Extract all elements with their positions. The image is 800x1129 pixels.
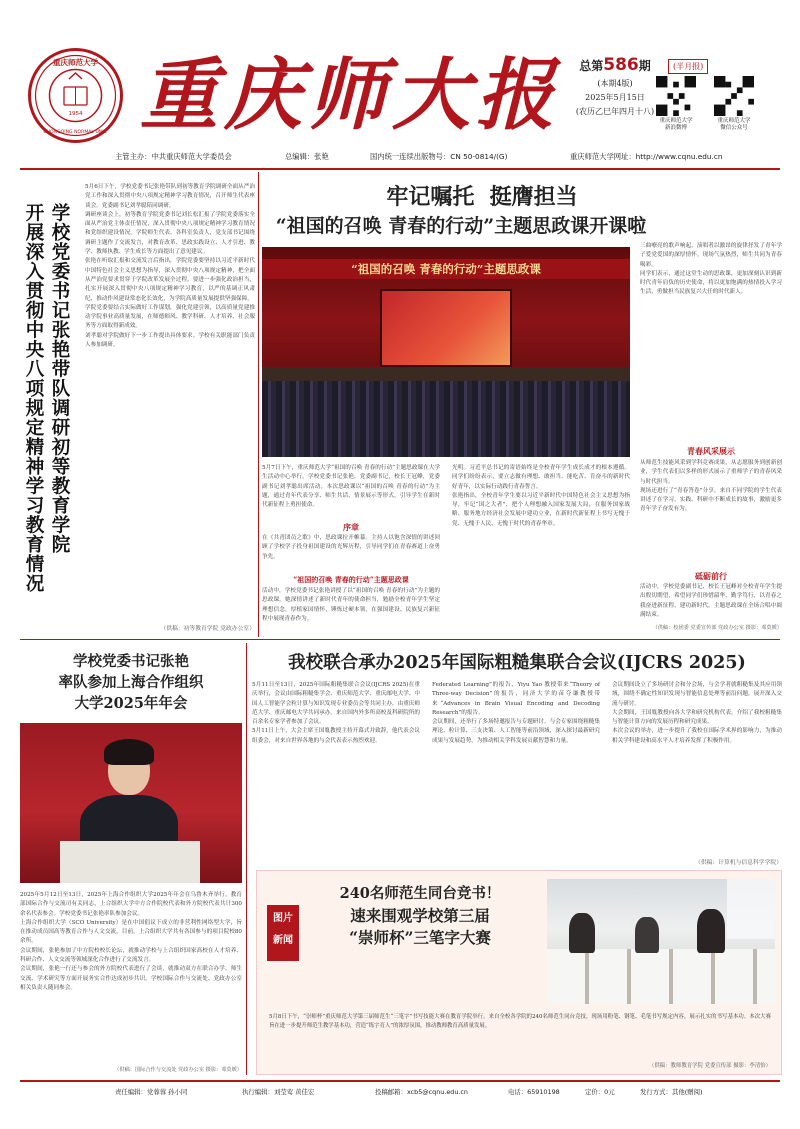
cn-number: 国内统一连续出版物号：CN 50-0814/(G)	[370, 152, 508, 161]
top-story-col2: 光明。习近平总书记的寄语始终是全校青年学生成长成才的根本遵循。同学们纷纷表示，要立志做有理想、敢担当、能吃苦、肯奋斗的新时代好青年，以实际行动践行青春誓言。 张艳指出，全校青年学生要以习近平新时代中国特色社会主义思想为指导，牢记“国之大者”，把个人理想融入国家发展大局，在服务国家战略、服务地方经济社会发展中建功立业，在新时代新征程上书写无愧于党、无愧于人民、无愧于时代的青春华章。	[452, 465, 630, 527]
left-article-title: 学校党委书记张艳带队调研初等教育学院 开展深入贯彻中央八项规定精神学习教育情况	[23, 203, 70, 593]
stage-banner-text: “祖国的召唤 青春的行动”主题思政课	[351, 262, 541, 276]
issue-date: 2025年5月15日	[585, 93, 645, 102]
lunar-date: (农历乙巳年四月十八)	[575, 107, 655, 116]
student-2	[635, 917, 659, 953]
sponsor-text: 主管主办：中共重庆师范大学委员会	[115, 152, 232, 161]
photo-news-title-1: 240名师范生同台竞书！	[339, 885, 501, 902]
stage-screen	[380, 289, 512, 367]
conference-article	[252, 643, 782, 868]
issue-prefix: 总第	[579, 59, 604, 73]
photo-news-title-3: “崇师杯”三笔字大赛	[349, 928, 491, 947]
footer-exec-editor: 执行编辑：刘莹莺 黄佳宏	[242, 1088, 315, 1096]
top-story-subhead-2: “祖国的召唤 青春的行动”主题思政课	[293, 575, 409, 584]
sco-article-title: 学校党委书记张艳 率队参加上海合作组织 大学2025年年会	[58, 653, 204, 712]
weibo-qr[interactable]	[650, 76, 702, 132]
wechat-qr-label: 重庆师范大学 微信公众号	[717, 118, 751, 131]
section-divider-1	[20, 639, 780, 640]
window-light	[727, 879, 775, 939]
footer-email[interactable]: 投稿邮箱：xcb5@cqnu.edu.cn	[375, 1088, 468, 1096]
footer-bar	[20, 1085, 780, 1099]
svg-text:重庆师范大学: 重庆师范大学	[53, 58, 98, 67]
sco-article	[20, 643, 242, 1078]
top-story-col3: 三曲嘹亮的歌声响起，演唱者以激昂的旋律抒发了青年学子爱党爱国的深厚情怀。现场气氛热烈，师生共同为青春喝彩。 同学们表示，通过这堂生动的思政课，更加深刻认识到新时代青年肩负的历史使命，将以更加饱满的热情投入学习生活，勇做担当民族复兴大任的时代新人。	[640, 243, 782, 296]
conference-title: 我校联合承办2025年国际粗糙集联合会议(IJCRS 2025)	[288, 653, 746, 673]
masthead-header	[0, 0, 800, 148]
header-divider	[20, 168, 780, 170]
top-story-col3b: 从师范生技能风采到学科竞赛成果，从志愿服务到创新创业，学生代表们以多样的形式展示了重师学子的青春风采与时代担当。 现场还进行了“青春答卷”分享，来自不同学院的学生代表讲述了在学习、实践、科研中不断成长的故事，激励更多青年学子奋发有为。	[640, 460, 782, 513]
wechat-qr[interactable]	[708, 76, 760, 132]
top-story	[262, 172, 782, 637]
top-story-col1: 5月7日下午，重庆师范大学“祖国的召唤 青春的行动”主题思政课在大学生活动中心举行。学校党委书记张艳，党委副书记，校长王冠峰，党委副书记刘孝聪出席活动。本次思政课以“祖国的召唤 青春的行动”为主题，通过青年代表分享、师生共话、情景展示等形式，引导学生在新时代新征程上勇担使命。	[262, 465, 440, 509]
university-logo	[28, 48, 123, 143]
footer-phone: 电话：65910198	[508, 1088, 560, 1096]
top-story-subhead-4: 砥砺前行	[695, 571, 727, 581]
photo-news-body: 5月8日下午，“崇师杯”重庆师范大学第三届师范生“三笔字”书写技能大赛在教育学院举行。来自全校各学院的240名师范生同台竞技，现场用粉笔、钢笔、毛笔书写规定内容，展示扎实的书写基本功。本次大赛旨在进一步提升师范生教学基本功，营造“练字育人”的浓厚氛围，推动教师教育高质量发展。	[269, 1014, 771, 1029]
top-story-col3c: 活动中，学校党委副书记、校长王冠峰对全校青年学生提出殷切期望，希望同学们珍惜韶华、勤学笃行，以青春之我奋进新征程、建功新时代。主题思政课在全场合唱中圆满结束。	[640, 584, 782, 618]
weibo-qr-label: 重庆师范大学 新浪微博	[659, 118, 693, 131]
issue-suffix: 期	[638, 59, 651, 73]
sco-article-body: 2025年5月12日至13日，2025年上海合作组织大学2025年年会在乌鲁木齐举行。教育部国际合作与交流司有关同志，上合组织大学中方合作院校代表和外方院校代表共计300余名代表参会。学校党委书记张艳率队参加会议。 上海合作组织大学（SCO University）是在中国倡议下成立的非营利性网络型大学，旨在推动成员国高等教育合作与人文交流。目前，上合组织大学共有各国参与的项目院校80余所。 会议期间，张艳参加了中方院校校长论坛，就推动学校与上合组织国家高校在人才培养、科研合作、人文交流等领域深化合作进行了交流发言。 会议期间，张艳一行还与参会的外方院校代表进行了会谈，就推动双方在联合办学、师生交流、学术研究等方面开展务实合作达成初步共识。学校国际合作与交流处、党政办公室相关负责人随同参会。	[20, 892, 242, 991]
footer-issuer: 发行方式：其他(赠阅)	[640, 1088, 703, 1096]
top-story-col1b: 在《共青团员之歌》中，思政课拉开帷幕。主持人以饱含深情的讲述回顾了学校学子投身祖国建设的光辉历程，引导同学们在青春赛道上奋勇争先。	[262, 535, 440, 560]
student-1	[569, 913, 595, 953]
issue-number: 586	[603, 55, 639, 75]
photo-news-tag-2: 新闻	[273, 935, 293, 946]
speaker-hair	[104, 739, 154, 765]
chief-editor: 总编辑：张艳	[285, 152, 329, 161]
student-3	[697, 909, 725, 953]
masthead-title: 重庆师大报	[140, 50, 561, 141]
photo-news-title-2: 速来围观学校第三届	[350, 906, 490, 925]
frequency-badge: (半月报)	[668, 59, 708, 74]
speaker-photo	[20, 723, 242, 883]
svg-text:CHONGQING NORMAL UNIV.: CHONGQING NORMAL UNIV.	[43, 130, 108, 135]
top-story-subhead-3: 青春风采展示	[687, 446, 735, 456]
photo-news-credit: （供稿：教师教育学院 党委宣传部 摄影：李清怡）	[648, 1063, 771, 1069]
stage-floor	[262, 367, 630, 381]
conference-col2: Federated Learning”的报告，Yiyu Yao 教授带来“Theory of Three-way Decision”的报告，同济大学的苗夺谦教授带来“Advances in Brain Visual Encoding and Decoding Research”的报告。 会议期间，还举行了多场特邀报告与专题研讨。与会专家围绕粗糙集理论、粒计算、三支决策、人工智能等前沿领域，深入探讨最新研究成果与发展趋势，为推动相关学科发展贡献智慧和力量。	[432, 682, 600, 744]
lecture-stage-photo	[262, 247, 630, 457]
stage-crowd	[262, 377, 630, 457]
issue-pages: (本期4版)	[597, 79, 633, 88]
conference-credit: （供稿：计算机与信息科学学院）	[695, 860, 782, 866]
publication-info-bar	[115, 150, 785, 164]
sco-article-credit: （供稿：国际合作与交流处 党政办公室 摄影：邓莫媛）	[114, 1067, 242, 1073]
photo-news-tag-1: 图片	[273, 913, 293, 924]
left-column-rule	[258, 172, 259, 637]
conference-col3: 会议期间设立了多场研讨会和分会场，与会学者就粗糙集及其应用领域，围绕不确定性知识发现与智能信息处理等前沿问题，展开深入交流与研讨。 大会期间，王国胤教授向各大学和研究机构代表，介绍了我校粗糙集与智能计算方向的发展历程和研究成果。 本次会议的举办，进一步提升了我校在国际学术界的影响力，为推动相关学科建设和高水平人才培养发挥了积极作用。	[612, 682, 782, 744]
top-story-title-1: 牢记嘱托 挺膺担当	[386, 184, 578, 210]
top-story-subhead-1: 序章	[343, 522, 359, 532]
photo-news-box	[256, 870, 782, 1075]
logo-seal-icon	[31, 51, 120, 140]
podium	[60, 841, 200, 883]
top-story-col1c: 活动中，学校党委书记张艳讲授了以“祖国的召唤 青春的行动”为主题的思政课。她深情讲述了新时代青年的使命担当，勉励全校青年学生坚定理想信念，厚植家国情怀，锤炼过硬本领，在强国建设、民族复兴新征程中展现青春作为。	[262, 588, 440, 622]
footer-divider	[20, 1080, 780, 1082]
conference-col1: 5月11日至13日，2025年国际粗糙集联合会议(IJCRS 2025)在重庆举行，会议由国际粗糙集学会、重庆师范大学、重庆邮电大学、中国人工智能学会粒计算与知识发现专业委员会等共同主办，由重庆师范大学、重庆邮电大学共同承办。来自国内外多所高校及科研院所的百余名专家学者参加了会议。 5月11日上午，大会主席王国胤教授主持开幕式并致辞，他代表会议组委会，对来自世界各地的与会代表表示热烈欢迎。	[252, 682, 420, 744]
photo-news-tag	[267, 905, 299, 961]
calligraphy-contest-photo	[547, 879, 775, 1004]
qr-code-icon	[656, 76, 696, 116]
footer-price: 定价：0元	[585, 1088, 615, 1096]
top-story-credit: （供稿：校团委 党委宣传部 党政办公室 摄影：邓莫媛）	[652, 625, 782, 631]
desk-row	[547, 949, 775, 1004]
left-article-credit: （供稿：初等教育学院 党政办公室）	[160, 626, 255, 632]
left-bottom-rule	[246, 643, 247, 1075]
website-link[interactable]: 重庆师范大学网址：http://www.cqnu.edu.cn	[570, 152, 723, 161]
top-story-title-2: “祖国的召唤 青春的行动”主题思政课开课啦	[275, 215, 647, 237]
svg-text:1954: 1954	[68, 111, 83, 117]
footer-duty-editor: 责任编辑：党蓉蓉 孙小同	[115, 1088, 188, 1096]
left-article-body: 5月6日下午，学校党委书记张艳带队到初等教育学院调研全面从严治党工作和深入贯彻中央八项规定精神学习教育情况，召开师生代表座谈会。党委副书记刘孝聪陪同调研。 调研座谈会上，初等教育学院党委书记刘长松汇报了学院党委落实全面从严治党主体责任情况，深入贯彻中央八项规定精神学习教育情况和党组织建设情况。学院师生代表、各科室负责人，党支部书记围绕调研主题作了交流发言，对教育改革、思政实践设立、人才引进、教学、教师执教、学生成长等方面提出了意见建议。 张艳在听取汇报和交流发言后指出，学院党委要坚持以习近平新时代中国特色社会主义思想为指导，深入贯彻中央八项规定精神，把全面从严治党要求贯穿于学院改革发展全过程。要进一步强化政治担当，扎实开展深入贯彻中央八项规定精神学习教育，以严的基调正风肃纪，推动作风建设常态化长效化，为学院高质量发展提供坚强保障。 学院党委要结合实际做好工作谋划，强化党建引领，以高质量党建推动学院事业高质量发展，在师德师风、教学科研、人才培养、社会服务等方面取得新成效。 刘孝聪对学院做好下一步工作提出具体要求。学校有关职能部门负责人参加调研。	[85, 184, 255, 349]
qr-code-icon	[714, 76, 754, 116]
photo-news-title	[305, 883, 535, 949]
left-article	[20, 175, 255, 635]
